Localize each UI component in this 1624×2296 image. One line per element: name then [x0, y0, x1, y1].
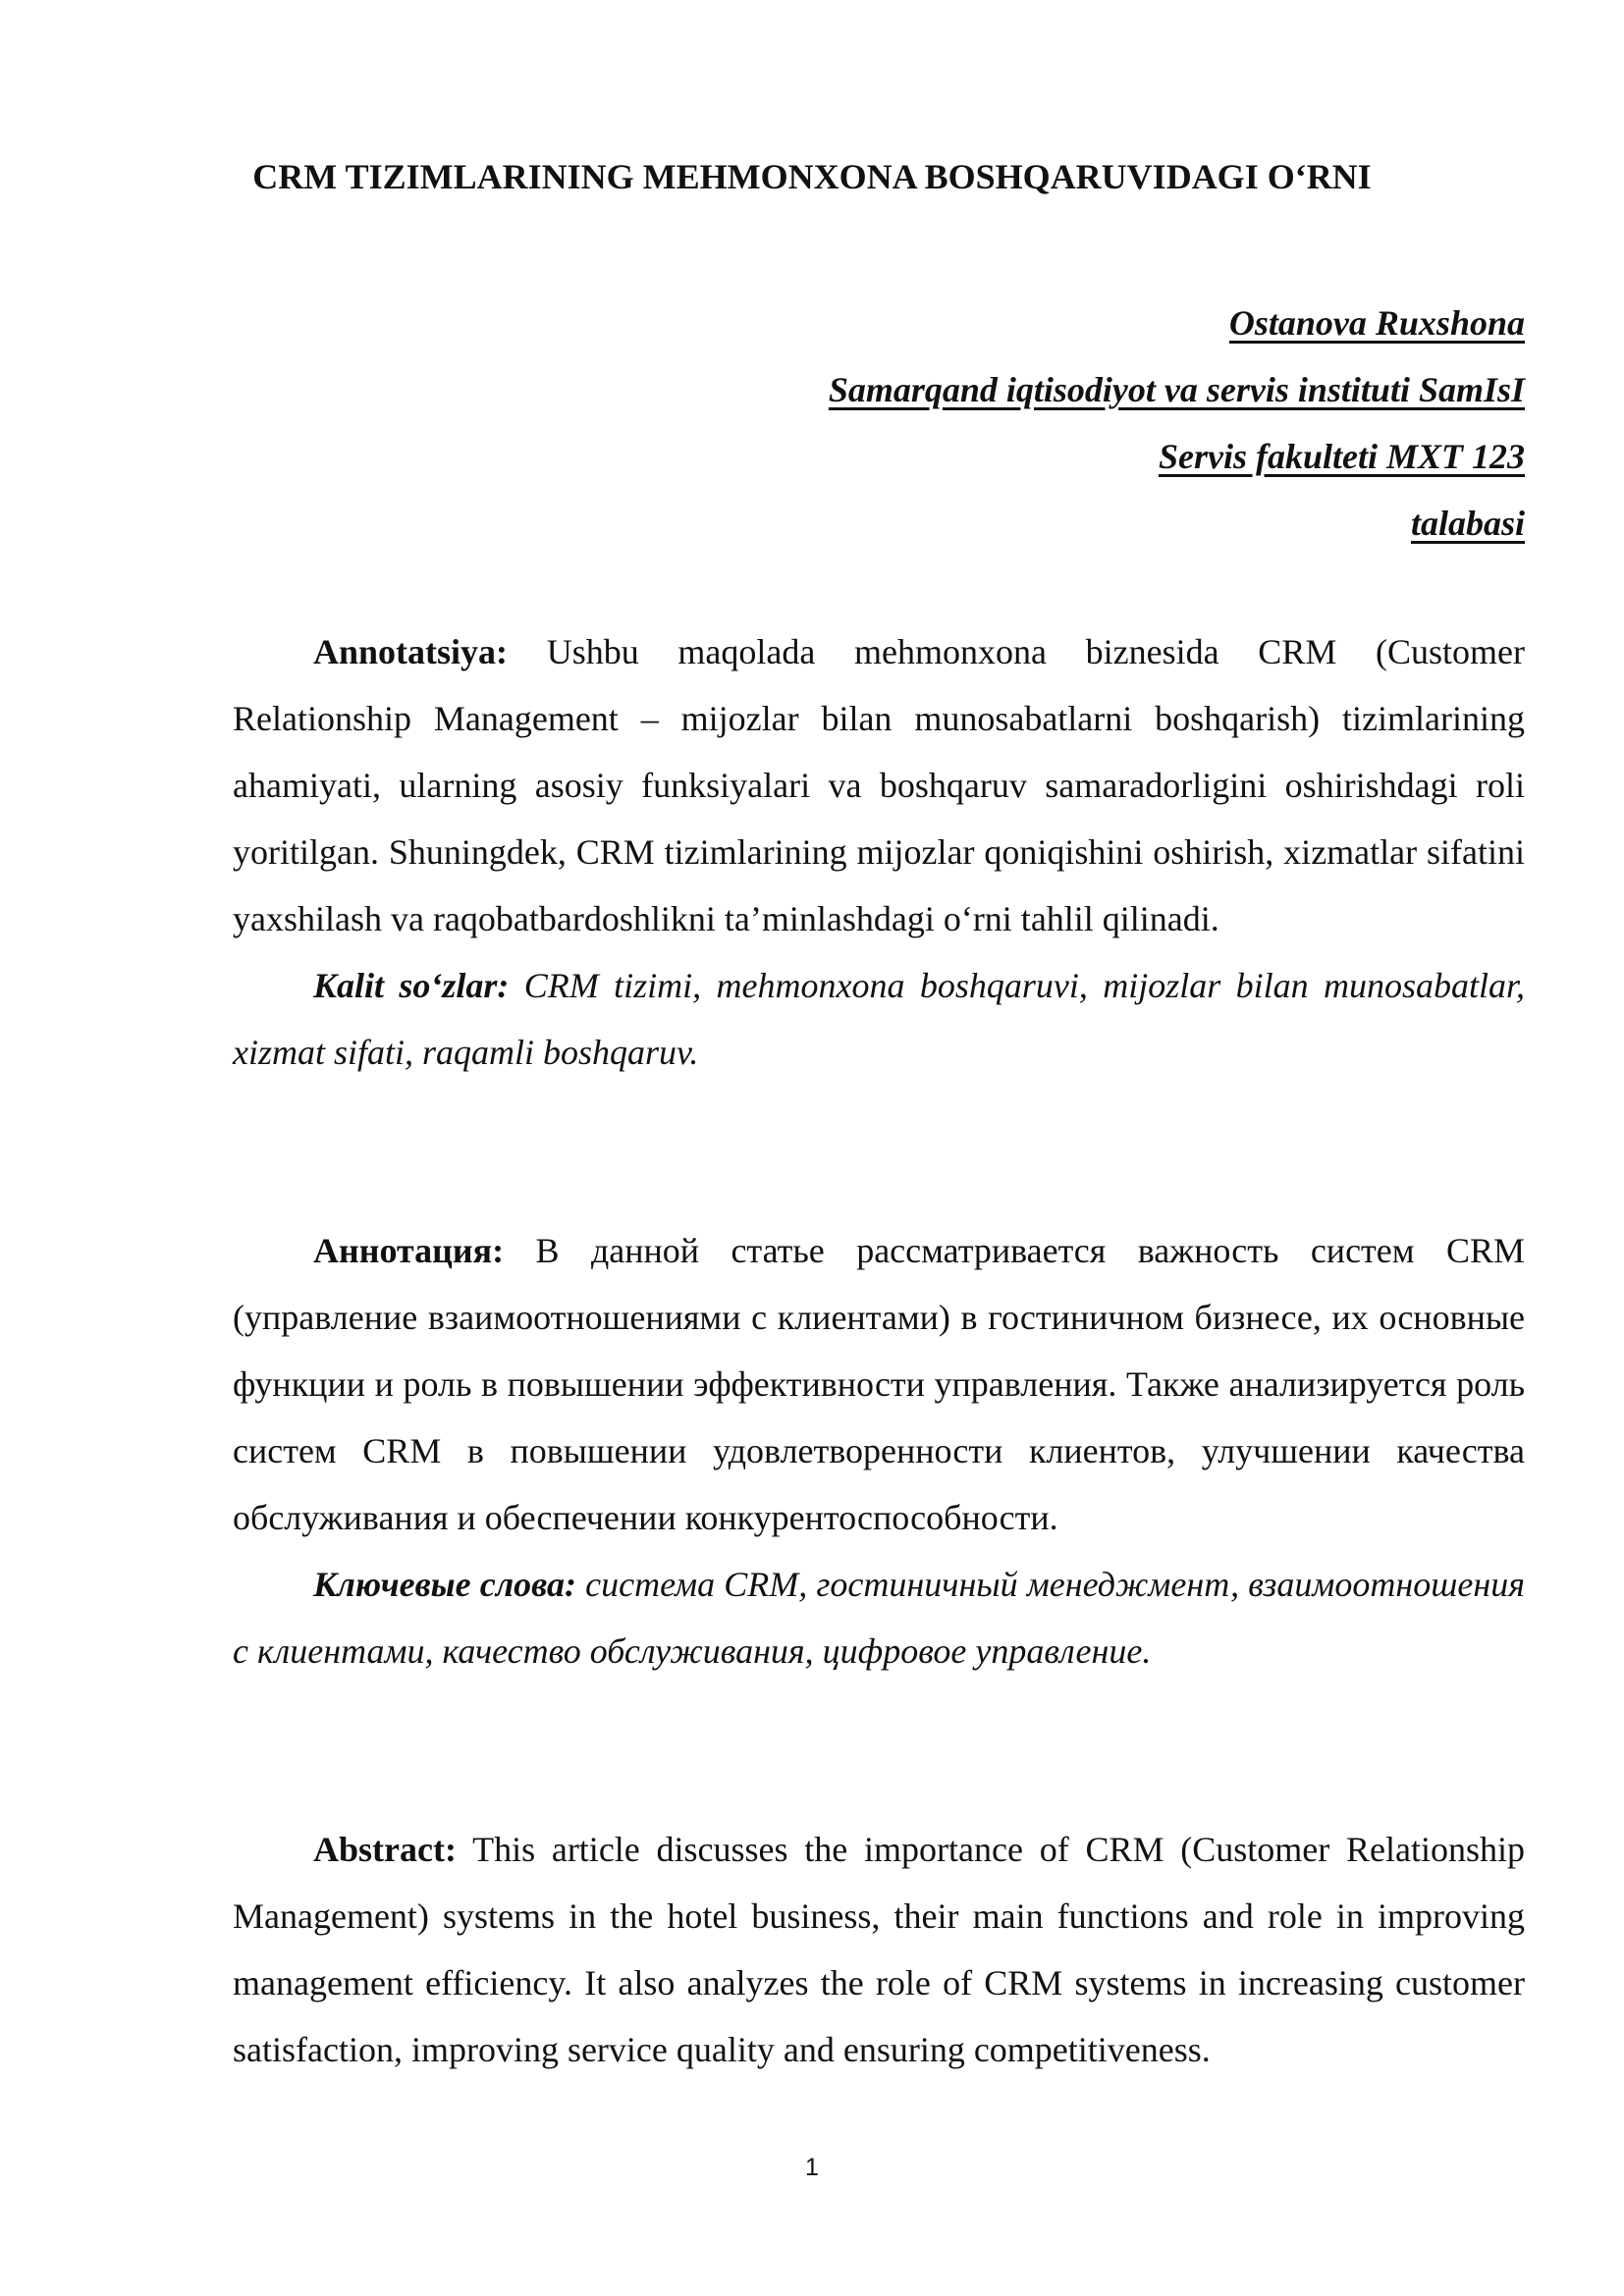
abstract-en-text: This article discusses the importance of CRM (Customer Relationship Management) systems in the hotel business, their main functions and role in improving management efficiency. It also analyzes the role of CRM systems in increasing customer satisfaction, improving service quality and ensuring competitiveness. — [233, 1830, 1526, 2069]
page-number: 1 — [805, 2154, 819, 2181]
keywords-ru-text: система CRM, гостиничный менеджмент, взаимоотношения с клиентами, качество обслуживания, цифровое управление. — [233, 1565, 1526, 1671]
author-faculty: Servis fakulteti MXT 123 — [1158, 437, 1525, 476]
keywords-uz-text: CRM tizimi, mehmonxona boshqaruvi, mijozlar bilan munosabatlar, xizmat sifati, raqamli boshqaruv. — [233, 966, 1526, 1072]
keywords-ru-label: Ключевые слова: — [313, 1565, 577, 1604]
abstract-uz-text: Ushbu maqolada mehmonxona biznesida CRM (Customer Relationship Management – mijozlar bilan munosabatlarni boshqarish) tizimlarining ahamiyati, ularning asosiy funksiyalari va boshqaruv samaradorligini oshirishdagi roli yoritilgan. Shuningdek, CRM tizimlarining mijozlar qoniqishini oshirish, xizmatlar sifatini yaxshilash va raqobatbardoshlikni ta’minlashdagi o‘rni tahlil qilinadi. — [233, 632, 1526, 938]
author-institution: Samarqand iqtisodiyot va servis instituti SamIsI — [828, 370, 1525, 409]
abstract-uz-label: Annotatsiya: — [313, 632, 509, 671]
page-title: CRM TIZIMLARINING MEHMONXONA BOSHQARUVIDAGI O‘RNI — [252, 157, 1372, 196]
abstract-ru-paragraph — [233, 1217, 1525, 1551]
author-name: Ostanova Ruxshona — [1228, 303, 1525, 343]
abstract-en-section — [233, 1816, 1525, 2083]
author-status: talabasi — [1410, 504, 1525, 543]
keywords-ru-paragraph — [233, 1551, 1525, 1684]
abstract-ru-text: В данной статье рассматривается важность систем CRM (управление взаимоотношениями с клиентами) в гостиничном бизнесе, их основные функции и роль в повышении эффективности управления. Также анализируется роль систем CRM в повышении удовлетворенности клиентов, улучшении качества обслуживания и обеспечении конкурентоспособности. — [233, 1231, 1525, 1537]
abstract-uz-paragraph — [233, 618, 1525, 952]
abstract-ru-section — [233, 1217, 1525, 1684]
abstract-en-label: Abstract: — [313, 1830, 457, 1869]
keywords-uz-paragraph — [233, 952, 1525, 1086]
keywords-uz-label: Kalit so‘zlar: — [313, 966, 510, 1005]
abstract-en-paragraph — [233, 1816, 1525, 2083]
abstract-ru-label: Аннотация: — [313, 1231, 505, 1270]
author-block — [829, 290, 1525, 557]
abstract-uz-section — [233, 618, 1525, 1086]
